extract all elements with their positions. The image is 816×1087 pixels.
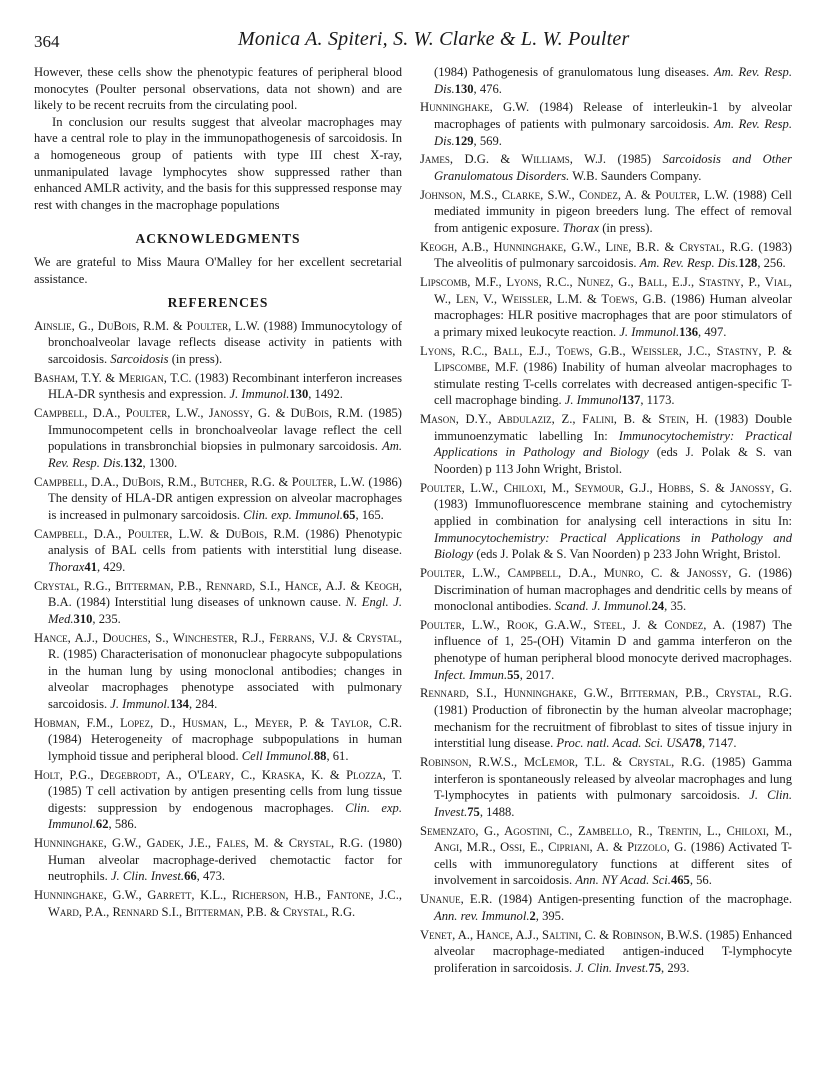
reference-tail: , 284. — [188, 696, 218, 711]
reference-text: Recombinant interferon increases HLA-DR synthesis and expression. — [48, 370, 402, 402]
reference-tail: , 473. — [196, 869, 226, 884]
reference-entry — [34, 715, 402, 765]
reference-journal: Clin. exp. Immunol. — [243, 507, 343, 522]
reference-journal: J. Immunol — [564, 393, 622, 408]
reference-authors: Poulter, L.W., Campbell, D.A., Munro, C. & Janossy, G. (1986) — [420, 565, 792, 580]
reference-tail: , 1173. — [640, 393, 675, 408]
reference-journal: J. Clin. Invest. — [575, 960, 649, 975]
reference-entry — [420, 274, 792, 340]
reference-entry — [34, 474, 402, 524]
reference-authors: Hunninghake, G.W., Garrett, K.L., Richerson, H.B., Fantone, J.C., Ward, P.A., Rennard S.I., Bitterman, P.B. & Crystal, R.G. — [34, 888, 402, 919]
reference-tail: , 586. — [108, 817, 137, 832]
reference-tail: , 235. — [92, 611, 121, 626]
reference-journal: N. Engl. J. Med. — [48, 595, 402, 626]
reference-journal: J. Immunol. — [229, 387, 290, 402]
reference-authors: Hunninghake, G.W., Gadek, J.E., Fales, M. & Crystal, R.G. (1980) — [34, 836, 402, 851]
reference-entry — [34, 835, 402, 885]
reference-authors: Poulter, L.W., Rook, G.A.W., Steel, J. & Condez, A. (1987) — [420, 617, 766, 632]
reference-entry — [34, 405, 402, 471]
reference-tail: , 1492. — [308, 387, 343, 402]
reference-journal: J. Clin. Invest. — [110, 869, 185, 884]
reference-text: Double immunoenzymatic labelling In: — [434, 412, 792, 443]
reference-journal: Am. Rev. Resp. Dis. — [639, 256, 739, 271]
reference-entry — [34, 370, 402, 403]
reference-journal: Cell Immunol. — [241, 748, 314, 763]
reference-tail: , 7147. — [701, 736, 737, 751]
reference-text: Immunofluorescence membrane staining and cytochemistry applied in combination for analysing cell interactions in situ In: — [434, 497, 792, 528]
reference-text: T cell activation by antigen presenting cells from lung tissue digests: suppression by endogenous macrophages. — [48, 784, 402, 815]
right-column — [420, 64, 792, 978]
running-head: Monica A. Spiteri, S. W. Clarke & L. W. Poulter — [238, 28, 630, 50]
reference-text: The influence of 1, 25-(OH) Vitamin D and gamma interferon on the phenotype of human peripheral blood monocyte derived macrophages. — [434, 617, 792, 666]
reference-volume: 24 — [651, 599, 665, 614]
reference-entry — [420, 891, 792, 924]
reference-tail: , 293. — [661, 960, 690, 975]
reference-entry — [34, 767, 402, 833]
reference-entry — [34, 630, 402, 713]
reference-entry — [420, 480, 792, 563]
reference-entry — [420, 239, 792, 272]
reference-text: Production of fibronectin by the human alveolar macrophage; mechanism for the recruitment of fibroblast to sites of tissue injury in interstitial lung disease. — [434, 703, 792, 751]
reference-authors: Hance, A.J., Douches, S., Winchester, R.J., Ferrans, V.J. & Crystal, R. (1985) — [34, 630, 402, 662]
reference-authors: Venet, A., Hance, A.J., Saltini, C. & Robinson, B.W.S. (1985) — [420, 927, 740, 942]
reference-authors: Unanue, E.R. (1984) — [420, 892, 533, 907]
reference-entry — [420, 151, 792, 184]
reference-list-right — [420, 64, 792, 976]
page-header — [0, 22, 816, 56]
reference-list-left — [34, 318, 402, 921]
reference-text: Gamma interferon is spontaneously released by alveolar macrophages and lung T-lymphocytes in patients with pulmonary sarcoidosis. — [434, 755, 792, 803]
reference-authors: Poulter, L.W., Chiloxi, M., Seymour, G.J., Hobbs, S. & Janossy, G. (1983) — [420, 480, 792, 512]
reference-authors: Robinson, R.W.S., McLemor, T.L. & Crystal, R.G. (1985) — [420, 755, 746, 769]
reference-journal: Immunocytochemistry: Practical Applications in Pathology and Biology — [434, 428, 793, 460]
acknowledgments-heading: ACKNOWLEDGMENTS — [135, 231, 301, 247]
reference-text: The density of HLA-DR antigen expression on alveolar macrophages is increased in pulmonary sarcoidosis. — [48, 491, 402, 522]
reference-text: Heterogeneity of macrophage subpopulations in human lymphoid tissue and peripheral blood. — [48, 732, 402, 763]
reference-journal: Am. Rev. Resp. Dis. — [434, 65, 793, 96]
reference-entry — [420, 64, 792, 97]
page-number: 364 — [34, 32, 60, 51]
reference-text: Interstitial lung diseases of unknown cause. — [109, 595, 346, 610]
reference-volume: 130 — [289, 387, 309, 402]
reference-authors: Campbell, D.A., Poulter, L.W., Janossy, G. & DuBois, R.M. (1985) — [34, 406, 402, 421]
reference-entry — [420, 565, 792, 615]
reference-authors: Campbell, D.A., Poulter, L.W. & DuBois, R.M. (1986) — [34, 526, 340, 541]
reference-authors: Lipscomb, M.F., Lyons, R.C., Nunez, G., Ball, E.J., Stastny, P., Vial, W., Len, V., Weissler, L.M. & Toews, G.B. (1986) — [420, 275, 792, 306]
reference-entry — [34, 887, 402, 920]
reference-tail: , 395. — [535, 908, 565, 923]
references-heading: REFERENCES — [167, 295, 269, 311]
reference-volume: 66 — [184, 869, 197, 884]
reference-entry — [34, 578, 402, 628]
reference-volume: 78 — [689, 736, 702, 751]
reference-entry — [420, 343, 792, 409]
reference-tail: , 56. — [689, 873, 712, 888]
reference-tail: (in press). — [168, 351, 223, 366]
reference-entry — [420, 685, 792, 751]
reference-text: Immunocytology of bronchoalveolar lavage reflects disease activity in patients with sarcoidosis. — [48, 318, 402, 366]
reference-journal: Thorax — [48, 559, 85, 574]
reference-tail: , 497. — [698, 324, 727, 339]
reference-entry — [420, 187, 792, 237]
reference-authors: Crystal, R.G., Bitterman, P.B., Rennard, S.I., Hance, A.J. & Keogh, B.A. (1984) — [34, 578, 402, 610]
reference-volume: 465 — [670, 873, 690, 888]
reference-tail: , 256. — [757, 256, 786, 271]
reference-authors: James, D.G. & Williams, W.J. (1985) — [420, 152, 652, 167]
reference-text: The alveolitis of pulmonary sarcoidosis. — [434, 256, 640, 271]
reference-journal: Am. Rev. Resp. Dis. — [434, 116, 792, 148]
reference-text: Release of interleukin-1 by alveolar macrophages of patients with pulmonary sarcoidosis. — [434, 100, 792, 131]
reference-volume: 137 — [621, 393, 641, 408]
reference-volume: 88 — [313, 748, 327, 763]
reference-authors: Hunninghake, G.W. (1984) — [420, 100, 573, 115]
reference-journal: Scand. J. Immunol. — [554, 599, 652, 614]
reference-volume: 136 — [679, 324, 699, 339]
reference-volume: 310 — [73, 611, 93, 626]
reference-journal: Proc. natl. Acad. Sci. USA — [556, 736, 690, 751]
reference-volume: 65 — [342, 507, 356, 522]
reference-journal: Sarcoidosis and Other Granulomatous Disorders. — [434, 152, 792, 183]
reference-volume: 75 — [467, 804, 480, 819]
reference-tail: , 569. — [473, 133, 502, 148]
reference-journal: Am. Rev. Resp. Dis. — [48, 439, 402, 470]
reference-text: (1984) Pathogenesis of granulomatous lung diseases. — [434, 65, 714, 79]
reference-authors: Keogh, A.B., Hunninghake, G.W., Line, B.R. & Crystal, R.G. (1983) — [420, 239, 792, 254]
reference-text: Cell mediated immunity in pigeon breeders lung. The effect of removal from antigenic exposure. — [434, 187, 792, 235]
reference-entry — [34, 318, 402, 368]
reference-tail: , 61. — [326, 748, 349, 763]
reference-entry — [420, 617, 792, 683]
reference-text: Human alveolar macrophage-derived chemotactic factor for neutrophils. — [48, 852, 402, 884]
reference-tail: W.B. Saunders Company. — [569, 168, 702, 183]
reference-volume: 41 — [84, 559, 97, 574]
reference-tail: , 1300. — [142, 455, 178, 470]
left-column — [34, 64, 402, 923]
reference-text: Characterisation of mononuclear phagocyte subpopulations in the human lung by using monoclonal antibodies; changes in alveolar macrophages phenotype associated with pulmonary sarcoidosis. — [48, 647, 402, 711]
reference-tail: , 2017. — [519, 667, 555, 682]
reference-tail: , 35. — [664, 599, 687, 614]
reference-authors: Campbell, D.A., DuBois, R.M., Butcher, R.G. & Poulter, L.W. (1986) — [34, 474, 402, 489]
reference-volume: 62 — [95, 817, 109, 832]
reference-entry — [420, 99, 792, 149]
reference-journal: Infect. Immun. — [434, 667, 508, 682]
reference-authors: Semenzato, G., Agostini, C., Zambello, R., Trentin, L., Chiloxi, M., Angi, M.R., Ossi, E., Cipriani, A. & Pizzolo, G. (1986) — [420, 823, 792, 855]
reference-text: Antigen-presenting function of the macrophage. — [532, 892, 792, 907]
reference-volume: 128 — [738, 256, 758, 271]
reference-journal: Sarcoidosis — [110, 351, 169, 366]
reference-authors: Lyons, R.C., Ball, E.J., Toews, G.B., Weissler, J.C., Stastny, P. & Lipscombe, M.F. (1986) — [420, 343, 792, 375]
reference-authors: Ainslie, G., DuBois, R.M. & Poulter, L.W. (1988) — [34, 318, 298, 333]
reference-entry — [420, 823, 792, 889]
body-paragraph: In conclusion our results suggest that alveolar macrophages may have a central role to play in the immunopathogenesis of sarcoidosis. In a homogeneous group of patients with type III chest X-ray, unmanipulated lavage lymphocytes show suppressed rather than enhanced AMLR activity, and the basis for this suppressed response may rest with changes in the macrophage populations — [34, 114, 402, 212]
reference-text: Phenotypic analysis of BAL cells from patients with interstitial lung disease. — [48, 526, 402, 558]
acknowledgments-text: We are grateful to Miss Maura O'Malley for her excellent secretarial assistance. — [34, 254, 402, 286]
reference-volume: 132 — [123, 455, 143, 470]
reference-text: Discrimination of human macrophages and dendritic cells by means of monoclonal antibodies. — [434, 582, 792, 614]
reference-entry — [420, 927, 792, 977]
reference-text: Activated T-cells with immunoregulatory functions at different sites of involvement in sarcoidosis. — [434, 840, 792, 888]
reference-tail: , 476. — [473, 81, 502, 96]
reference-journal: Immunocytochemistry: Practical Applications in Pathology and Biology — [434, 530, 792, 562]
reference-volume: 134 — [170, 696, 189, 711]
reference-authors: Holt, P.G., Degebrodt, A., O'Leary, C., Kraska, K. & Plozza, T. (1985) — [34, 767, 402, 799]
reference-authors: Hobman, F.M., Lopez, D., Husman, L., Meyer, P. & Taylor, C.R. (1984) — [34, 715, 402, 747]
reference-tail: , 429. — [96, 559, 126, 574]
body-paragraph: However, these cells show the phenotypic features of peripheral blood monocytes (Poulter personal observations, data not shown) and are likely to be recent recruits from the circulating pool. — [34, 65, 402, 113]
reference-volume: 129 — [454, 133, 474, 148]
reference-journal: J. Immunol. — [619, 324, 680, 339]
reference-entry — [420, 411, 792, 477]
reference-tail: (in press). — [599, 220, 653, 235]
reference-journal: J. Immunol. — [110, 696, 171, 711]
reference-text: Immunocompetent cells in bronchoalveolar lavage reflect the cell populations in transbronchial biopsies in pulmonary sarcoidosis. — [48, 422, 402, 454]
reference-journal: Thorax — [562, 220, 600, 235]
reference-entry — [420, 754, 792, 820]
reference-journal: J. Clin. Invest. — [434, 788, 792, 819]
reference-authors: Johnson, M.S., Clarke, S.W., Condez, A. & Poulter, L.W. (1988) — [420, 187, 767, 202]
reference-authors: Rennard, S.I., Hunninghake, G.W., Bitterman, P.B., Crystal, R.G. (1981) — [420, 686, 792, 718]
reference-entry — [34, 526, 402, 576]
reference-volume: 55 — [507, 667, 520, 682]
reference-tail: (eds J. Polak & S. Van Noorden) p 233 John Wright, Bristol. — [473, 547, 781, 562]
reference-text: Human alveolar macrophages: HLR positive macrophages that are poor stimulators of a primary mixed leukocyte reaction. — [434, 291, 792, 339]
reference-journal: Clin. exp. Immunol. — [48, 800, 402, 832]
reference-volume: 75 — [648, 960, 662, 975]
reference-volume: 2 — [529, 908, 536, 923]
reference-authors: Basham, T.Y. & Merigan, T.C. (1983) — [34, 370, 229, 385]
reference-authors: Mason, D.Y., Abdulaziz, Z., Falini, B. & Stein, H. (1983) — [420, 412, 749, 427]
reference-journal: Ann. NY Acad. Sci. — [575, 873, 671, 888]
reference-text — [651, 152, 662, 166]
reference-volume: 130 — [454, 81, 474, 96]
reference-text: Enhanced alveolar macrophage-mediated antigen-induced T-lymphocyte proliferation in sarcoidosis. — [434, 927, 792, 975]
reference-tail: , 1488. — [479, 804, 515, 819]
reference-tail: (eds J. Polak & S. van Noorden) p 113 John Wright, Bristol. — [434, 445, 792, 476]
reference-journal: Ann. rev. Immunol. — [434, 908, 530, 923]
reference-tail: , 165. — [355, 507, 384, 522]
reference-text: Inability of human alveolar macrophages to stimulate resting T-cells correlates with decreased antigen-specific T-cell macrophage binding. — [434, 360, 792, 408]
